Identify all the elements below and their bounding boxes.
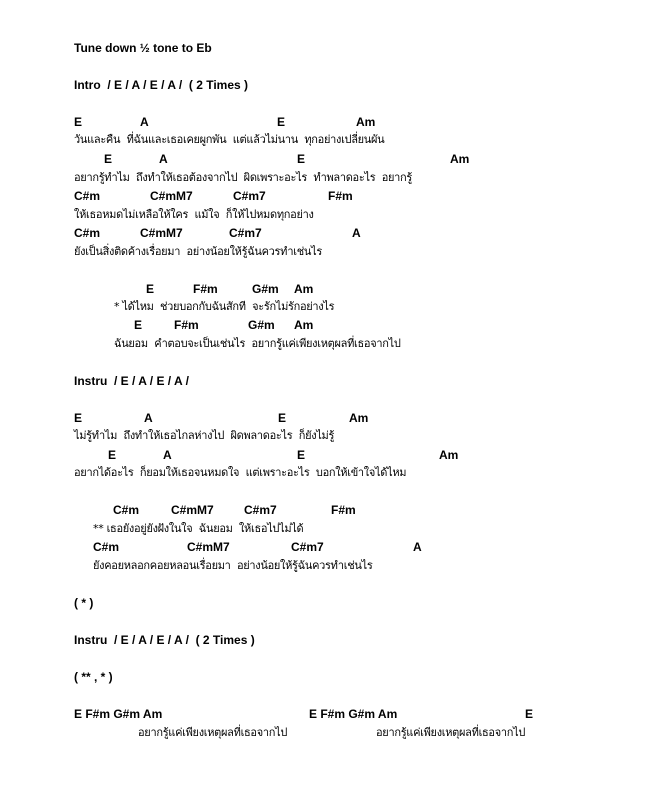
lyric-line: วันและคืน ที่ฉันและเธอเคยผูกพัน แต่แล้วไม่นาน ทุกอย่างเปลี่ยนผัน bbox=[74, 133, 385, 146]
chord: C#mM7 bbox=[140, 226, 183, 240]
chord: G#m bbox=[248, 318, 275, 332]
chord: C#m bbox=[113, 503, 140, 517]
lyric-line: ไม่รู้ทำไม ถึงทำให้เธอไกลห่างไป ผิดพลาดอะไร ก็ยังไม่รู้ bbox=[74, 429, 335, 442]
chord: A bbox=[352, 226, 361, 240]
chord: C#m bbox=[74, 226, 101, 240]
chord: E bbox=[277, 115, 286, 129]
chord: E F#m G#m Am bbox=[309, 707, 398, 721]
chord: C#mM7 bbox=[150, 189, 193, 203]
chord: E bbox=[297, 448, 306, 462]
lyric-line: ยังคอยหลอกคอยหลอนเรื่อยมา อย่างน้อยให้รู้ฉันควรทำเช่นไร bbox=[93, 559, 373, 572]
lyric-line: ยังเป็นสิ่งติดค้างเรื่อยมา อย่างน้อยให้รู้ฉันควรทำเช่นไร bbox=[74, 245, 322, 258]
chord: C#m7 bbox=[244, 503, 277, 517]
chord: F#m bbox=[174, 318, 199, 332]
chord: C#m bbox=[74, 189, 101, 203]
lyric-line: อยากได้อะไร ก็ยอมให้เธอจนหมดใจ แต่เพราะอะไร บอกให้เข้าใจได้ไหม bbox=[74, 466, 407, 479]
chord: Am bbox=[439, 448, 459, 462]
chord: E bbox=[108, 448, 117, 462]
lyric-line: อยากรู้ทำไม ถึงทำให้เธอต้องจากไป ผิดเพราะอะไร ทำพลาดอะไร อยากรู้ bbox=[74, 171, 412, 184]
lyric-line: ** เธอยังอยู่ยังฝังในใจ ฉันยอม ให้เธอไปไม่ได้ bbox=[93, 522, 304, 535]
chord: E F#m G#m Am bbox=[74, 707, 163, 721]
chord: E bbox=[146, 282, 155, 296]
chord: A bbox=[140, 115, 149, 129]
chord: C#mM7 bbox=[187, 540, 230, 554]
chord: G#m bbox=[252, 282, 279, 296]
chord: F#m bbox=[193, 282, 218, 296]
chord: C#m bbox=[93, 540, 120, 554]
chord: E bbox=[74, 411, 83, 425]
chord: A bbox=[144, 411, 153, 425]
lyric-line: อยากรู้แค่เพียงเหตุผลที่เธอจากไป bbox=[138, 726, 288, 739]
chord: E bbox=[74, 115, 83, 129]
lyric-line: อยากรู้แค่เพียงเหตุผลที่เธอจากไป bbox=[376, 726, 526, 739]
instru-line: Instru / E / A / E / A / ( 2 Times ) bbox=[74, 633, 255, 647]
chord: Am bbox=[450, 152, 470, 166]
chord: F#m bbox=[328, 189, 353, 203]
chord: C#m7 bbox=[233, 189, 266, 203]
tuning-note: Tune down ½ tone to Eb bbox=[74, 41, 212, 55]
chord: C#m7 bbox=[229, 226, 262, 240]
chord: Am bbox=[356, 115, 376, 129]
chord: A bbox=[159, 152, 168, 166]
chord: E bbox=[104, 152, 113, 166]
chord: A bbox=[413, 540, 422, 554]
chord: E bbox=[278, 411, 287, 425]
chord: E bbox=[134, 318, 143, 332]
chord: Am bbox=[349, 411, 369, 425]
chord: Am bbox=[294, 282, 314, 296]
chord: A bbox=[163, 448, 172, 462]
repeat-marker: ( * ) bbox=[74, 596, 94, 610]
lyric-line: ให้เธอหมดไม่เหลือให้ใคร แม้ใจ ก็ให้ไปหมดทุกอย่าง bbox=[74, 208, 314, 221]
lyric-line: ฉันยอม คำตอบจะเป็นเช่นไร อยากรู้แค่เพียงเหตุผลที่เธอจากไป bbox=[114, 337, 401, 350]
chord: E bbox=[297, 152, 306, 166]
chord: C#m7 bbox=[291, 540, 324, 554]
chord: F#m bbox=[331, 503, 356, 517]
intro-line: Intro / E / A / E / A / ( 2 Times ) bbox=[74, 78, 249, 92]
repeat-marker: ( ** , * ) bbox=[74, 670, 113, 684]
lyric-line: * ได้ไหม ช่วยบอกกับฉันสักที จะรักไม่รักอย่างไร bbox=[114, 300, 335, 313]
chord: Am bbox=[294, 318, 314, 332]
instru-line: Instru / E / A / E / A / bbox=[74, 374, 189, 388]
chord: C#mM7 bbox=[171, 503, 214, 517]
chord: E bbox=[525, 707, 534, 721]
